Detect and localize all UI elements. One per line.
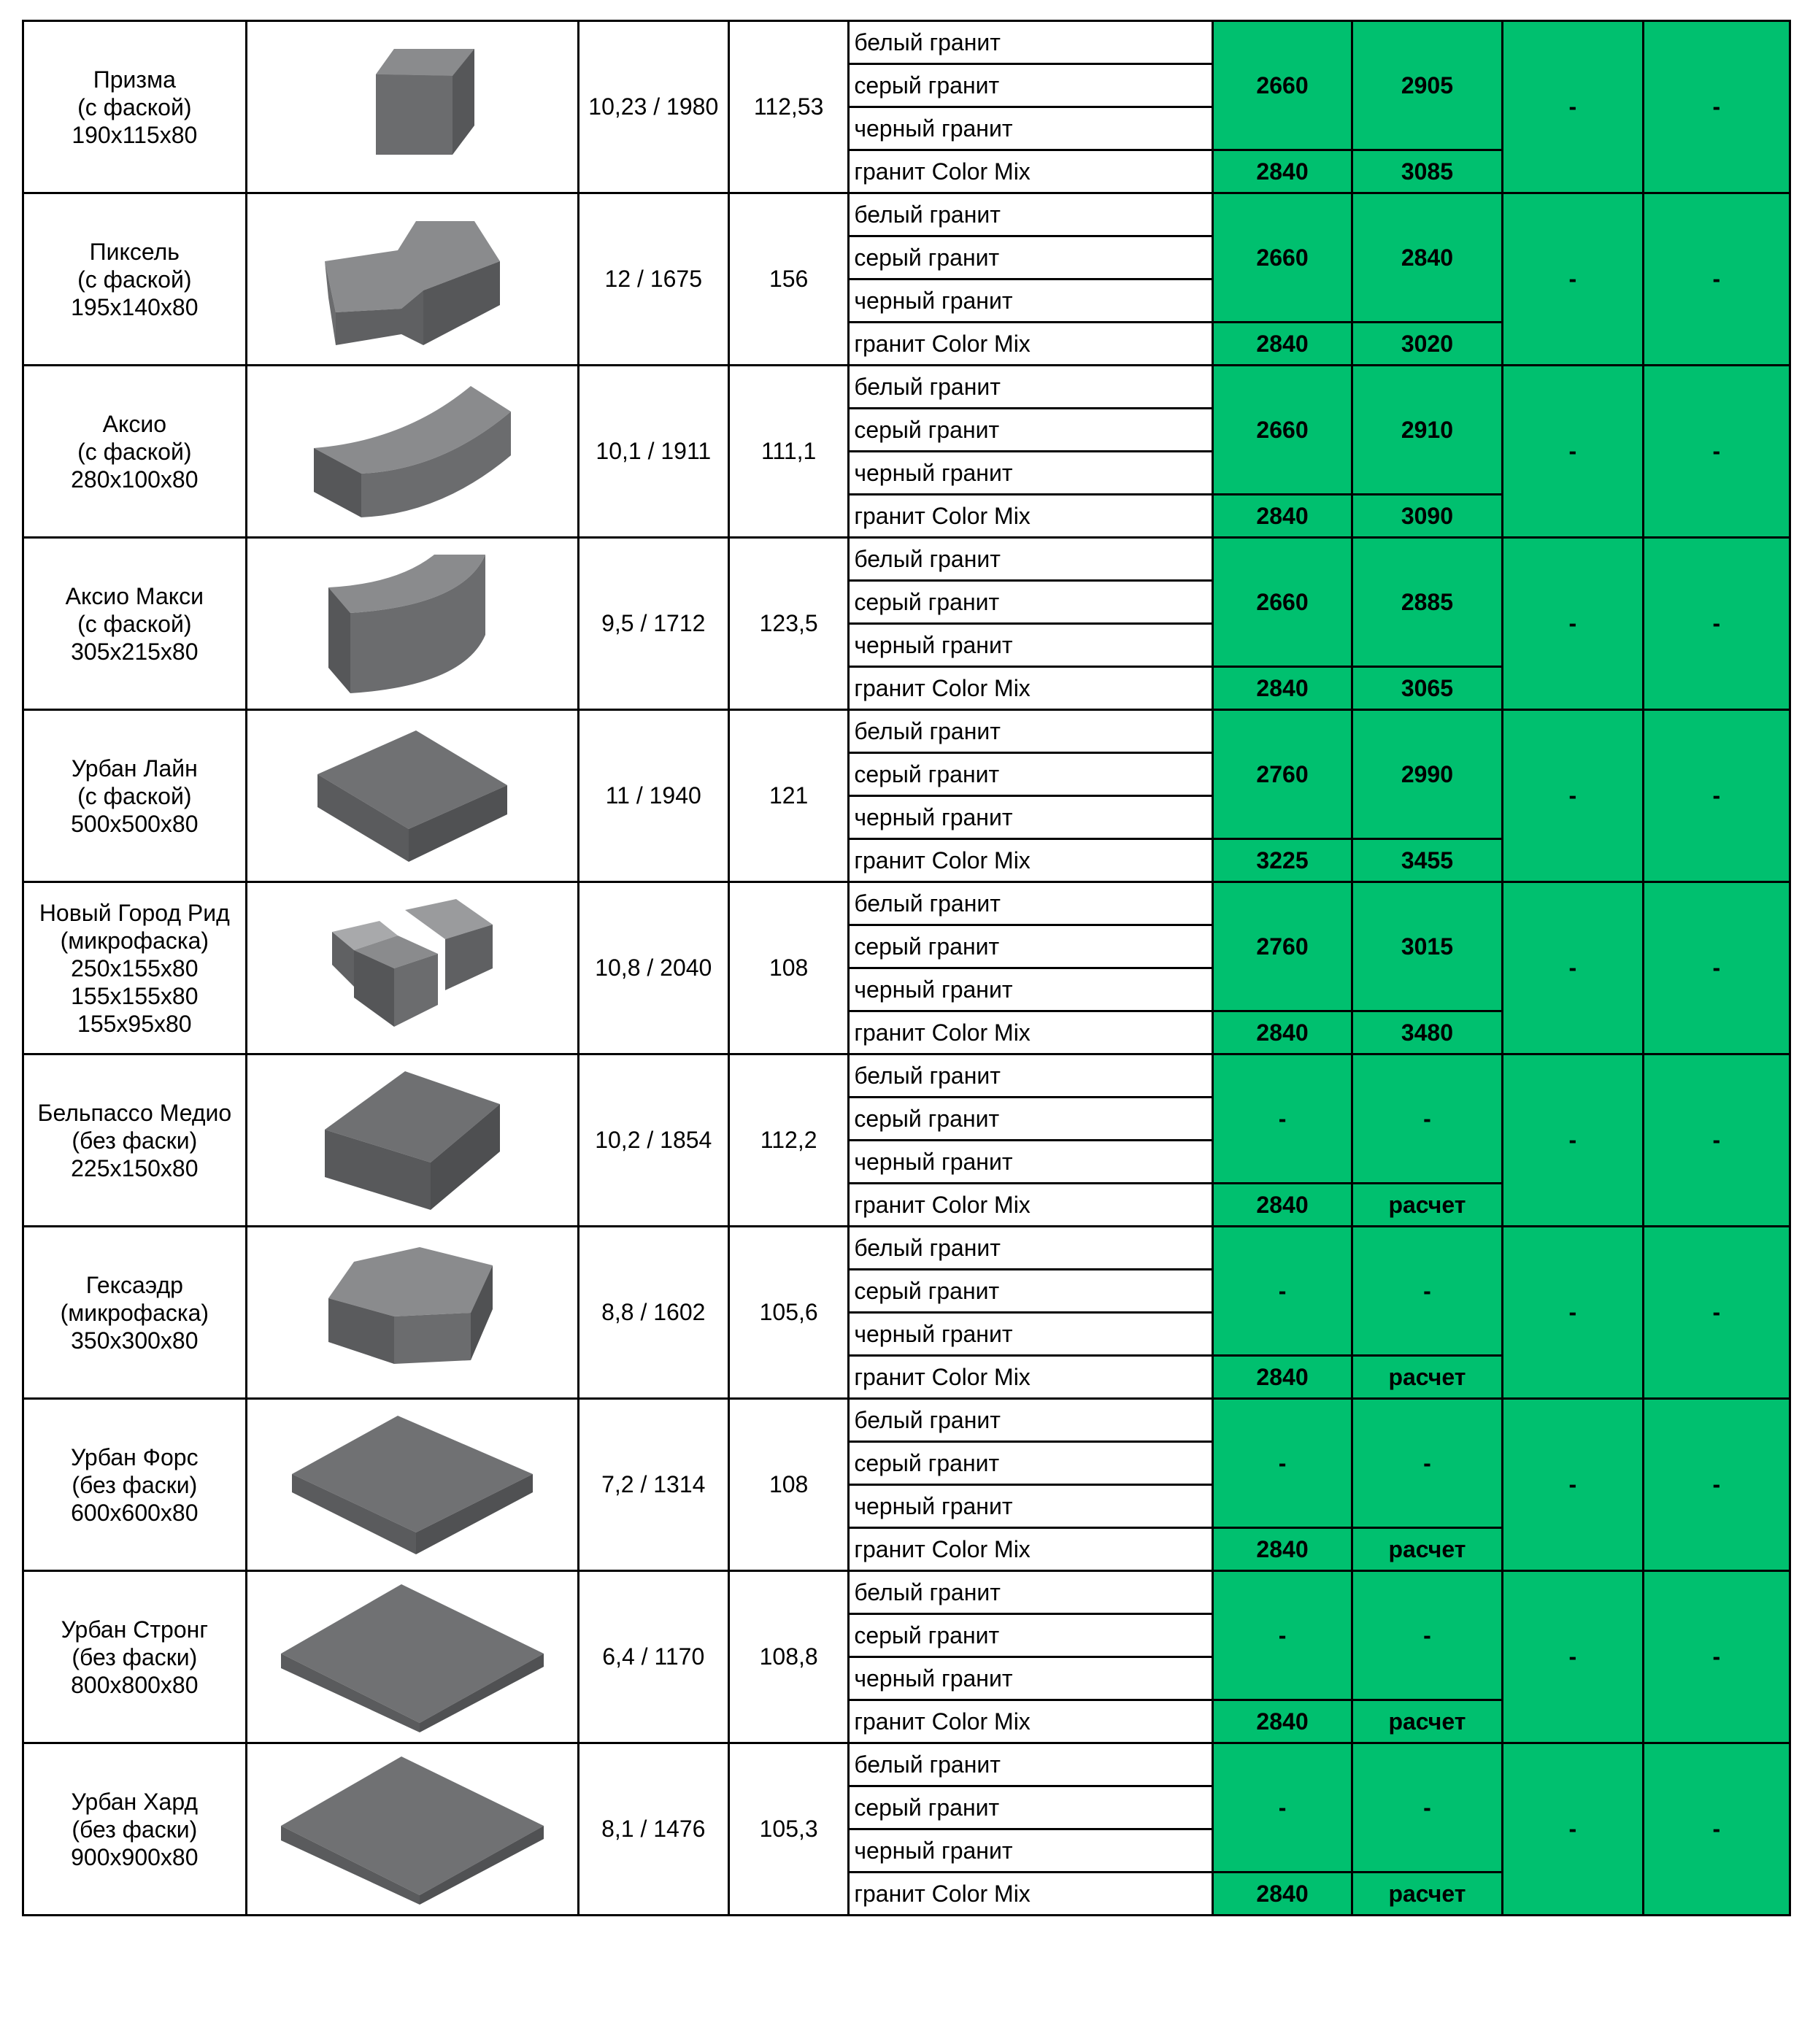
price-cell: 2840 xyxy=(1213,1184,1352,1227)
area-cell: 105,6 xyxy=(728,1227,848,1399)
color-option: гранит Color Mix xyxy=(849,1356,1213,1399)
color-option: белый гранит xyxy=(849,1227,1213,1270)
product-name-line: Бельпассо Медио xyxy=(37,1099,232,1126)
color-option: черный гранит xyxy=(849,1657,1213,1700)
area-cell: 105,3 xyxy=(728,1743,848,1916)
product-name xyxy=(23,710,247,882)
product-name-line: 190х115х80 xyxy=(72,121,198,148)
price-cell: 2840 xyxy=(1213,150,1352,193)
area-cell: 156 xyxy=(728,193,848,366)
price-cell: - xyxy=(1643,710,1790,882)
table-row xyxy=(23,366,1790,409)
product-name-line: Новый Город Рид xyxy=(39,899,230,926)
product-name xyxy=(23,1743,247,1916)
price-cell: 2840 xyxy=(1213,323,1352,366)
product-name-line: (без фаски) xyxy=(72,1643,198,1670)
color-option: белый гранит xyxy=(849,1399,1213,1442)
price-cell: - xyxy=(1503,538,1643,710)
product-name-line: 600х600х80 xyxy=(71,1499,199,1526)
price-cell: - xyxy=(1643,366,1790,538)
price-cell: - xyxy=(1213,1399,1352,1528)
paving-stone-icon xyxy=(247,727,577,865)
price-cell: 2885 xyxy=(1352,538,1502,667)
color-option: белый гранит xyxy=(849,538,1213,581)
product-image xyxy=(246,193,578,366)
product-name-line: Урбан Стронг xyxy=(61,1616,208,1643)
price-cell: - xyxy=(1352,1054,1502,1184)
color-option: гранит Color Mix xyxy=(849,1700,1213,1743)
product-image xyxy=(246,1399,578,1571)
price-cell: 3020 xyxy=(1352,323,1502,366)
table-row xyxy=(23,882,1790,925)
product-name-line: Урбан Лайн xyxy=(71,755,198,782)
price-cell: 3085 xyxy=(1352,150,1502,193)
product-image xyxy=(246,538,578,710)
product-name-line: (с фаской) xyxy=(77,266,192,293)
price-cell: расчет xyxy=(1352,1356,1502,1399)
area-cell: 121 xyxy=(728,710,848,882)
table-row xyxy=(23,1571,1790,1614)
price-cell: - xyxy=(1503,366,1643,538)
price-cell: 3225 xyxy=(1213,839,1352,882)
color-option: черный гранит xyxy=(849,968,1213,1011)
paving-stone-icon xyxy=(247,1753,577,1906)
price-cell: 2840 xyxy=(1213,1356,1352,1399)
paving-stone-icon xyxy=(247,382,577,521)
color-option: гранит Color Mix xyxy=(849,323,1213,366)
product-image xyxy=(246,1571,578,1743)
area-cell: 111,1 xyxy=(728,366,848,538)
table-row xyxy=(23,21,1790,64)
product-name xyxy=(23,1399,247,1571)
paving-stone-icon xyxy=(247,210,577,349)
paving-stone-icon xyxy=(247,1243,577,1382)
product-name-line: 225х150х80 xyxy=(71,1154,199,1181)
color-option: белый гранит xyxy=(849,1054,1213,1098)
color-option: белый гранит xyxy=(849,1571,1213,1614)
color-option: белый гранит xyxy=(849,366,1213,409)
product-name xyxy=(23,1054,247,1227)
color-option: серый гранит xyxy=(849,64,1213,107)
product-name-line: 280х100х80 xyxy=(71,466,199,493)
color-option: белый гранит xyxy=(849,710,1213,753)
product-name-line: 305х215х80 xyxy=(71,638,199,665)
area-cell: 112,53 xyxy=(728,21,848,193)
price-cell: - xyxy=(1352,1227,1502,1356)
weight-cell: 11 / 1940 xyxy=(578,710,728,882)
color-option: черный гранит xyxy=(849,1141,1213,1184)
color-option: серый гранит xyxy=(849,925,1213,968)
table-row xyxy=(23,1054,1790,1098)
color-option: серый гранит xyxy=(849,409,1213,452)
product-name-line: 900х900х80 xyxy=(71,1843,199,1870)
color-option: белый гранит xyxy=(849,1743,1213,1786)
price-table xyxy=(22,20,1791,1916)
product-name-line: 155х95х80 xyxy=(77,1010,192,1037)
price-cell: - xyxy=(1503,21,1643,193)
color-option: гранит Color Mix xyxy=(849,1528,1213,1571)
product-name-line: (без фаски) xyxy=(72,1127,198,1154)
price-cell: - xyxy=(1352,1399,1502,1528)
price-cell: - xyxy=(1643,1399,1790,1571)
product-name xyxy=(23,1227,247,1399)
price-cell: - xyxy=(1503,882,1643,1054)
color-option: черный гранит xyxy=(849,1485,1213,1528)
color-option: белый гранит xyxy=(849,193,1213,236)
color-option: черный гранит xyxy=(849,1829,1213,1873)
table-row xyxy=(23,193,1790,236)
color-option: серый гранит xyxy=(849,1442,1213,1485)
color-option: серый гранит xyxy=(849,1270,1213,1313)
price-cell: 2840 xyxy=(1213,1873,1352,1916)
price-cell: - xyxy=(1352,1743,1502,1873)
product-name-line: (без фаски) xyxy=(72,1471,198,1498)
price-cell: 2760 xyxy=(1213,882,1352,1011)
price-cell: - xyxy=(1643,193,1790,366)
weight-cell: 12 / 1675 xyxy=(578,193,728,366)
weight-cell: 10,8 / 2040 xyxy=(578,882,728,1054)
product-name-line: 250х155х80 xyxy=(71,954,199,981)
price-cell: 2840 xyxy=(1352,193,1502,323)
product-name-line: (с фаской) xyxy=(77,438,192,465)
product-image xyxy=(246,710,578,882)
color-option: черный гранит xyxy=(849,796,1213,839)
area-cell: 108,8 xyxy=(728,1571,848,1743)
color-option: гранит Color Mix xyxy=(849,1873,1213,1916)
area-cell: 108 xyxy=(728,882,848,1054)
price-cell: расчет xyxy=(1352,1184,1502,1227)
price-cell: 2840 xyxy=(1213,1700,1352,1743)
price-cell: 3015 xyxy=(1352,882,1502,1011)
color-option: гранит Color Mix xyxy=(849,1184,1213,1227)
weight-cell: 8,8 / 1602 xyxy=(578,1227,728,1399)
color-option: серый гранит xyxy=(849,581,1213,624)
product-name xyxy=(23,193,247,366)
product-image xyxy=(246,1054,578,1227)
price-cell: 2905 xyxy=(1352,21,1502,150)
product-name-line: Пиксель xyxy=(89,238,180,265)
product-name-line: 195х140х80 xyxy=(71,293,199,320)
table-row xyxy=(23,1227,1790,1270)
price-cell: 3480 xyxy=(1352,1011,1502,1054)
price-cell: - xyxy=(1643,21,1790,193)
price-cell: 2840 xyxy=(1213,667,1352,710)
product-name-line: Аксио Макси xyxy=(65,582,204,609)
weight-cell: 8,1 / 1476 xyxy=(578,1743,728,1916)
product-name-line: Аксио xyxy=(102,410,166,437)
price-cell: - xyxy=(1352,1571,1502,1700)
product-name-line: 155х155х80 xyxy=(71,982,199,1009)
product-image xyxy=(246,366,578,538)
color-option: черный гранит xyxy=(849,1313,1213,1356)
area-cell: 123,5 xyxy=(728,538,848,710)
product-name-line: (без фаски) xyxy=(72,1816,198,1843)
color-option: гранит Color Mix xyxy=(849,495,1213,538)
paving-stone-icon xyxy=(247,45,577,169)
color-option: гранит Color Mix xyxy=(849,150,1213,193)
weight-cell: 10,2 / 1854 xyxy=(578,1054,728,1227)
price-cell: - xyxy=(1213,1054,1352,1184)
weight-cell: 10,1 / 1911 xyxy=(578,366,728,538)
product-name-line: Призма xyxy=(93,66,176,93)
paving-stone-icon xyxy=(247,895,577,1041)
product-image xyxy=(246,1743,578,1916)
table-row xyxy=(23,710,1790,753)
product-image xyxy=(246,882,578,1054)
price-cell: 3065 xyxy=(1352,667,1502,710)
price-cell: 2660 xyxy=(1213,21,1352,150)
table-row xyxy=(23,1399,1790,1442)
color-option: серый гранит xyxy=(849,1098,1213,1141)
price-cell: - xyxy=(1503,1227,1643,1399)
area-cell: 108 xyxy=(728,1399,848,1571)
table-row xyxy=(23,1743,1790,1786)
price-cell: 2840 xyxy=(1213,495,1352,538)
product-name xyxy=(23,366,247,538)
price-cell: 2660 xyxy=(1213,193,1352,323)
price-cell: - xyxy=(1643,1743,1790,1916)
price-cell: - xyxy=(1643,1227,1790,1399)
product-name-line: (микрофаска) xyxy=(60,1299,209,1326)
price-cell: 2990 xyxy=(1352,710,1502,839)
product-name-line: (микрофаска) xyxy=(60,927,209,954)
color-option: серый гранит xyxy=(849,236,1213,279)
color-option: гранит Color Mix xyxy=(849,1011,1213,1054)
price-cell: 2840 xyxy=(1213,1528,1352,1571)
area-cell: 112,2 xyxy=(728,1054,848,1227)
weight-cell: 9,5 / 1712 xyxy=(578,538,728,710)
price-cell: - xyxy=(1503,1399,1643,1571)
table-row xyxy=(23,538,1790,581)
product-name-line: Урбан Форс xyxy=(71,1443,199,1470)
paving-stone-icon xyxy=(247,1412,577,1558)
price-cell: 2760 xyxy=(1213,710,1352,839)
color-option: черный гранит xyxy=(849,452,1213,495)
color-option: серый гранит xyxy=(849,753,1213,796)
paving-stone-icon xyxy=(247,551,577,697)
price-cell: 3455 xyxy=(1352,839,1502,882)
paving-stone-icon xyxy=(247,1581,577,1734)
product-name-line: (с фаской) xyxy=(77,610,192,637)
weight-cell: 10,23 / 1980 xyxy=(578,21,728,193)
product-name-line: 800х800х80 xyxy=(71,1671,199,1698)
price-cell: - xyxy=(1213,1571,1352,1700)
price-cell: - xyxy=(1503,193,1643,366)
color-option: серый гранит xyxy=(849,1614,1213,1657)
price-cell: - xyxy=(1503,1571,1643,1743)
price-cell: - xyxy=(1643,1571,1790,1743)
color-option: гранит Color Mix xyxy=(849,839,1213,882)
color-option: белый гранит xyxy=(849,21,1213,64)
product-name-line: Урбан Хард xyxy=(71,1788,199,1815)
price-cell: - xyxy=(1643,882,1790,1054)
weight-cell: 6,4 / 1170 xyxy=(578,1571,728,1743)
weight-cell: 7,2 / 1314 xyxy=(578,1399,728,1571)
product-name-line: (с фаской) xyxy=(77,782,192,809)
price-cell: 2660 xyxy=(1213,538,1352,667)
color-option: черный гранит xyxy=(849,279,1213,323)
color-option: черный гранит xyxy=(849,107,1213,150)
price-cell: 2660 xyxy=(1213,366,1352,495)
price-cell: расчет xyxy=(1352,1528,1502,1571)
color-option: черный гранит xyxy=(849,624,1213,667)
product-name-line: 350х300х80 xyxy=(71,1327,199,1354)
product-name-line: Гексаэдр xyxy=(85,1271,183,1298)
price-cell: - xyxy=(1643,538,1790,710)
price-cell: расчет xyxy=(1352,1700,1502,1743)
paving-stone-icon xyxy=(247,1068,577,1214)
product-name-line: (с фаской) xyxy=(77,93,192,120)
price-cell: - xyxy=(1213,1227,1352,1356)
color-option: белый гранит xyxy=(849,882,1213,925)
price-cell: 3090 xyxy=(1352,495,1502,538)
product-name xyxy=(23,538,247,710)
product-name xyxy=(23,1571,247,1743)
price-cell: - xyxy=(1643,1054,1790,1227)
color-option: гранит Color Mix xyxy=(849,667,1213,710)
product-image xyxy=(246,1227,578,1399)
product-name-line: 500х500х80 xyxy=(71,810,199,837)
product-name xyxy=(23,882,247,1054)
product-name xyxy=(23,21,247,193)
price-cell: расчет xyxy=(1352,1873,1502,1916)
price-cell: - xyxy=(1503,710,1643,882)
price-cell: 2840 xyxy=(1213,1011,1352,1054)
color-option: серый гранит xyxy=(849,1786,1213,1829)
price-cell: 2910 xyxy=(1352,366,1502,495)
price-cell: - xyxy=(1213,1743,1352,1873)
price-cell: - xyxy=(1503,1054,1643,1227)
product-image xyxy=(246,21,578,193)
price-cell: - xyxy=(1503,1743,1643,1916)
